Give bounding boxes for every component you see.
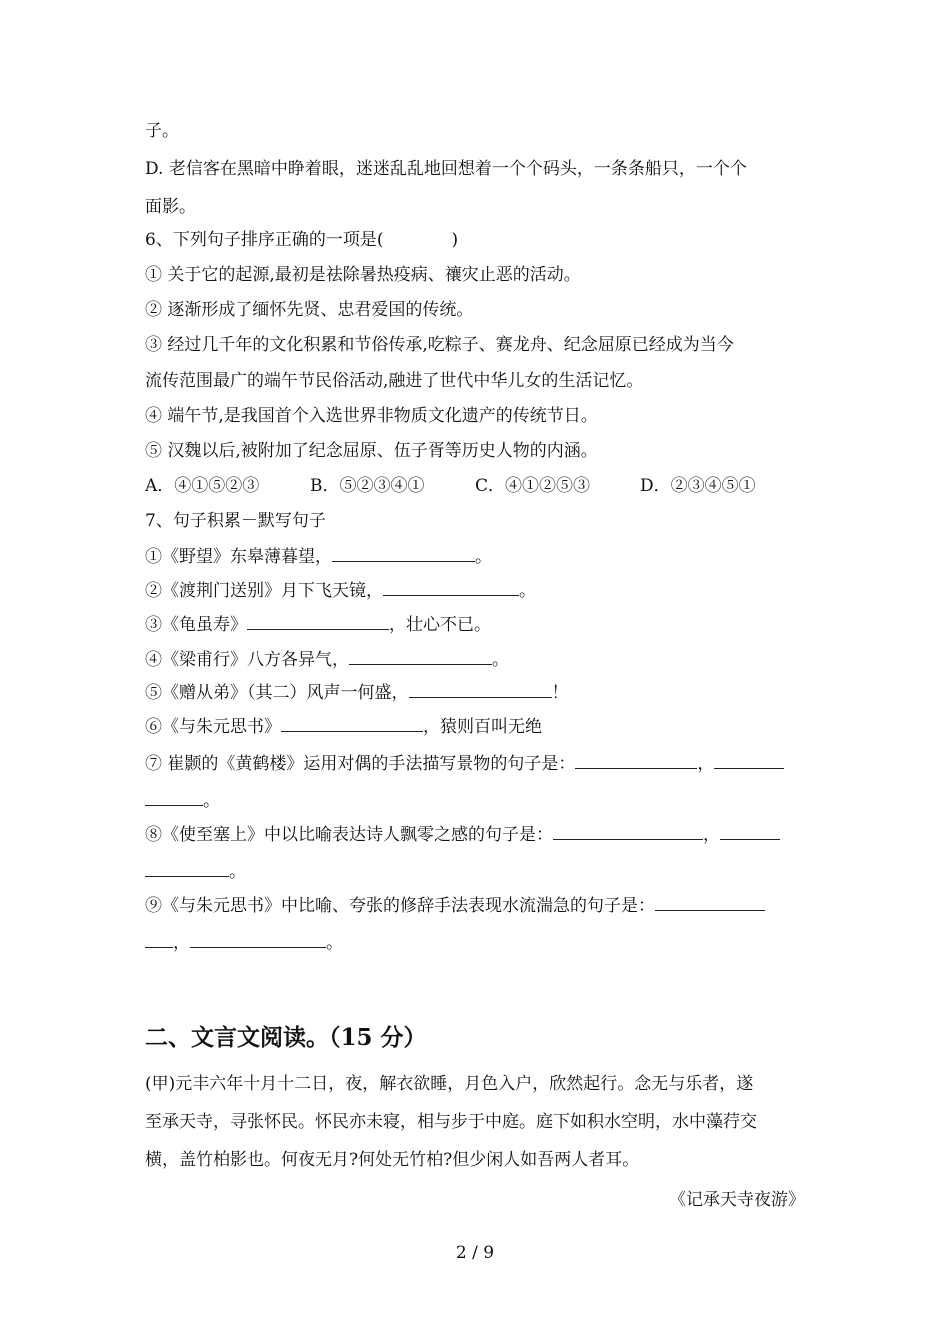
option-d: D．②③④⑤①: [640, 476, 756, 496]
fill-suffix: 。: [326, 933, 343, 953]
fill-item-3: [145, 612, 807, 637]
answer-blank[interactable]: [714, 751, 784, 769]
sentence-3-cont: 流传范围最广的端午节民俗活动,融进了世代中华儿女的生活记忆。: [145, 371, 644, 391]
text-line: 面影。: [145, 197, 196, 217]
fill-suffix: 。: [519, 581, 536, 601]
fill-item-7: [145, 751, 807, 776]
sentence-5: ⑤ 汉魏以后,被附加了纪念屈原、伍子胥等历史人物的内涵。: [145, 441, 598, 461]
fill-prompt: ②《渡荆门送别》月下飞天镜，: [145, 581, 383, 601]
option-d-q5: D. 老信客在黑暗中睁着眼，迷迷乱乱地回想着一个个码头，一条条船只，一个个: [145, 159, 747, 179]
passage-line: (甲)元丰六年十月十二日，夜，解衣欲睡，月色入户，欣然起行。念无与乐者，遂: [145, 1074, 754, 1094]
answer-blank[interactable]: [332, 544, 475, 562]
question-6-title: 6、下列句子排序正确的一项是( ): [145, 230, 459, 250]
sentence-4: ④ 端午节,是我国首个入选世界非物质文化遗产的传统节日。: [145, 406, 598, 426]
option-c: C．④①②⑤③: [475, 476, 591, 496]
fill-item-1: [145, 544, 807, 569]
answer-blank[interactable]: [145, 930, 173, 948]
answer-blank[interactable]: [190, 930, 326, 948]
answer-blank[interactable]: [720, 822, 780, 840]
sentence-2: ② 逐渐形成了缅怀先贤、忠君爱国的传统。: [145, 300, 474, 320]
fill-separator: ，: [173, 933, 190, 953]
answer-blank[interactable]: [575, 751, 697, 769]
fill-prompt: ④《梁甫行》八方各异气，: [145, 650, 349, 670]
fill-suffix: 。: [229, 862, 246, 882]
answer-blank[interactable]: [655, 893, 765, 911]
fill-prompt: ⑤《赠从弟》（其二）风声一何盛，: [145, 683, 409, 703]
fill-prompt: ⑨《与朱元思书》中比喻、夸张的修辞手法表现水流湍急的句子是：: [145, 896, 655, 916]
answer-blank[interactable]: [145, 859, 229, 877]
fill-item-9-cont: [145, 930, 807, 955]
passage-line: 横，盖竹柏影也。何夜无月?何处无竹柏?但少闲人如吾两人者耳。: [145, 1150, 640, 1170]
fill-item-8-cont: [145, 859, 807, 884]
fill-item-8: [145, 822, 807, 847]
fill-item-7-cont: [145, 788, 807, 813]
answer-blank[interactable]: [281, 714, 423, 732]
question-7-title: 7、句子积累－默写句子: [145, 511, 326, 531]
fill-separator: ，: [703, 825, 720, 845]
answer-blank[interactable]: [553, 822, 703, 840]
fill-suffix: ！: [551, 683, 569, 703]
question-6-options: [145, 474, 807, 498]
answer-blank[interactable]: [247, 612, 389, 630]
fill-item-2: [145, 578, 807, 603]
fill-suffix: ，猿则百叫无绝: [423, 717, 542, 737]
option-a: A．④①⑤②③: [145, 476, 260, 496]
fill-suffix: 。: [203, 791, 220, 811]
fill-prompt: ⑧《使至塞上》中以比喻表达诗人飘零之感的句子是：: [145, 825, 553, 845]
section-heading: 二、文言文阅读。（15 分）: [145, 1024, 427, 1051]
answer-blank[interactable]: [409, 680, 552, 698]
sentence-1: ① 关于它的起源,最初是祛除暑热疫病、禳灾止恶的活动。: [145, 265, 581, 285]
fill-suffix: ，壮心不已。: [389, 615, 491, 635]
fill-separator: ，: [697, 754, 715, 774]
sentence-3: ③ 经过几千年的文化积累和节俗传承,吃粽子、赛龙舟、纪念屈原已经成为当今: [145, 335, 734, 355]
fill-prompt: ①《野望》东皋薄暮望，: [145, 547, 332, 567]
fill-prompt: ⑦ 崔颢的《黄鹤楼》运用对偶的手法描写景物的句子是：: [145, 754, 576, 774]
fill-prompt: ⑥《与朱元思书》: [145, 717, 281, 737]
answer-blank[interactable]: [145, 788, 203, 806]
fill-suffix: 。: [475, 547, 492, 567]
passage-source: 《记承天寺夜游》: [669, 1190, 805, 1210]
fill-suffix: 。: [492, 650, 509, 670]
text-line: 子。: [145, 121, 179, 141]
passage-line: 至承天寺，寻张怀民。怀民亦未寝，相与步于中庭。庭下如积水空明，水中藻荇交: [145, 1112, 757, 1132]
answer-blank[interactable]: [349, 647, 492, 665]
answer-blank[interactable]: [383, 578, 519, 596]
fill-item-6: [145, 714, 807, 739]
fill-prompt: ③《龟虽寿》: [145, 615, 247, 635]
page-number: 2 / 9: [455, 1243, 495, 1263]
fill-item-9: [145, 893, 807, 918]
fill-item-4: [145, 647, 807, 672]
fill-item-5: [145, 680, 807, 705]
option-b: B．⑤②③④①: [310, 476, 425, 496]
